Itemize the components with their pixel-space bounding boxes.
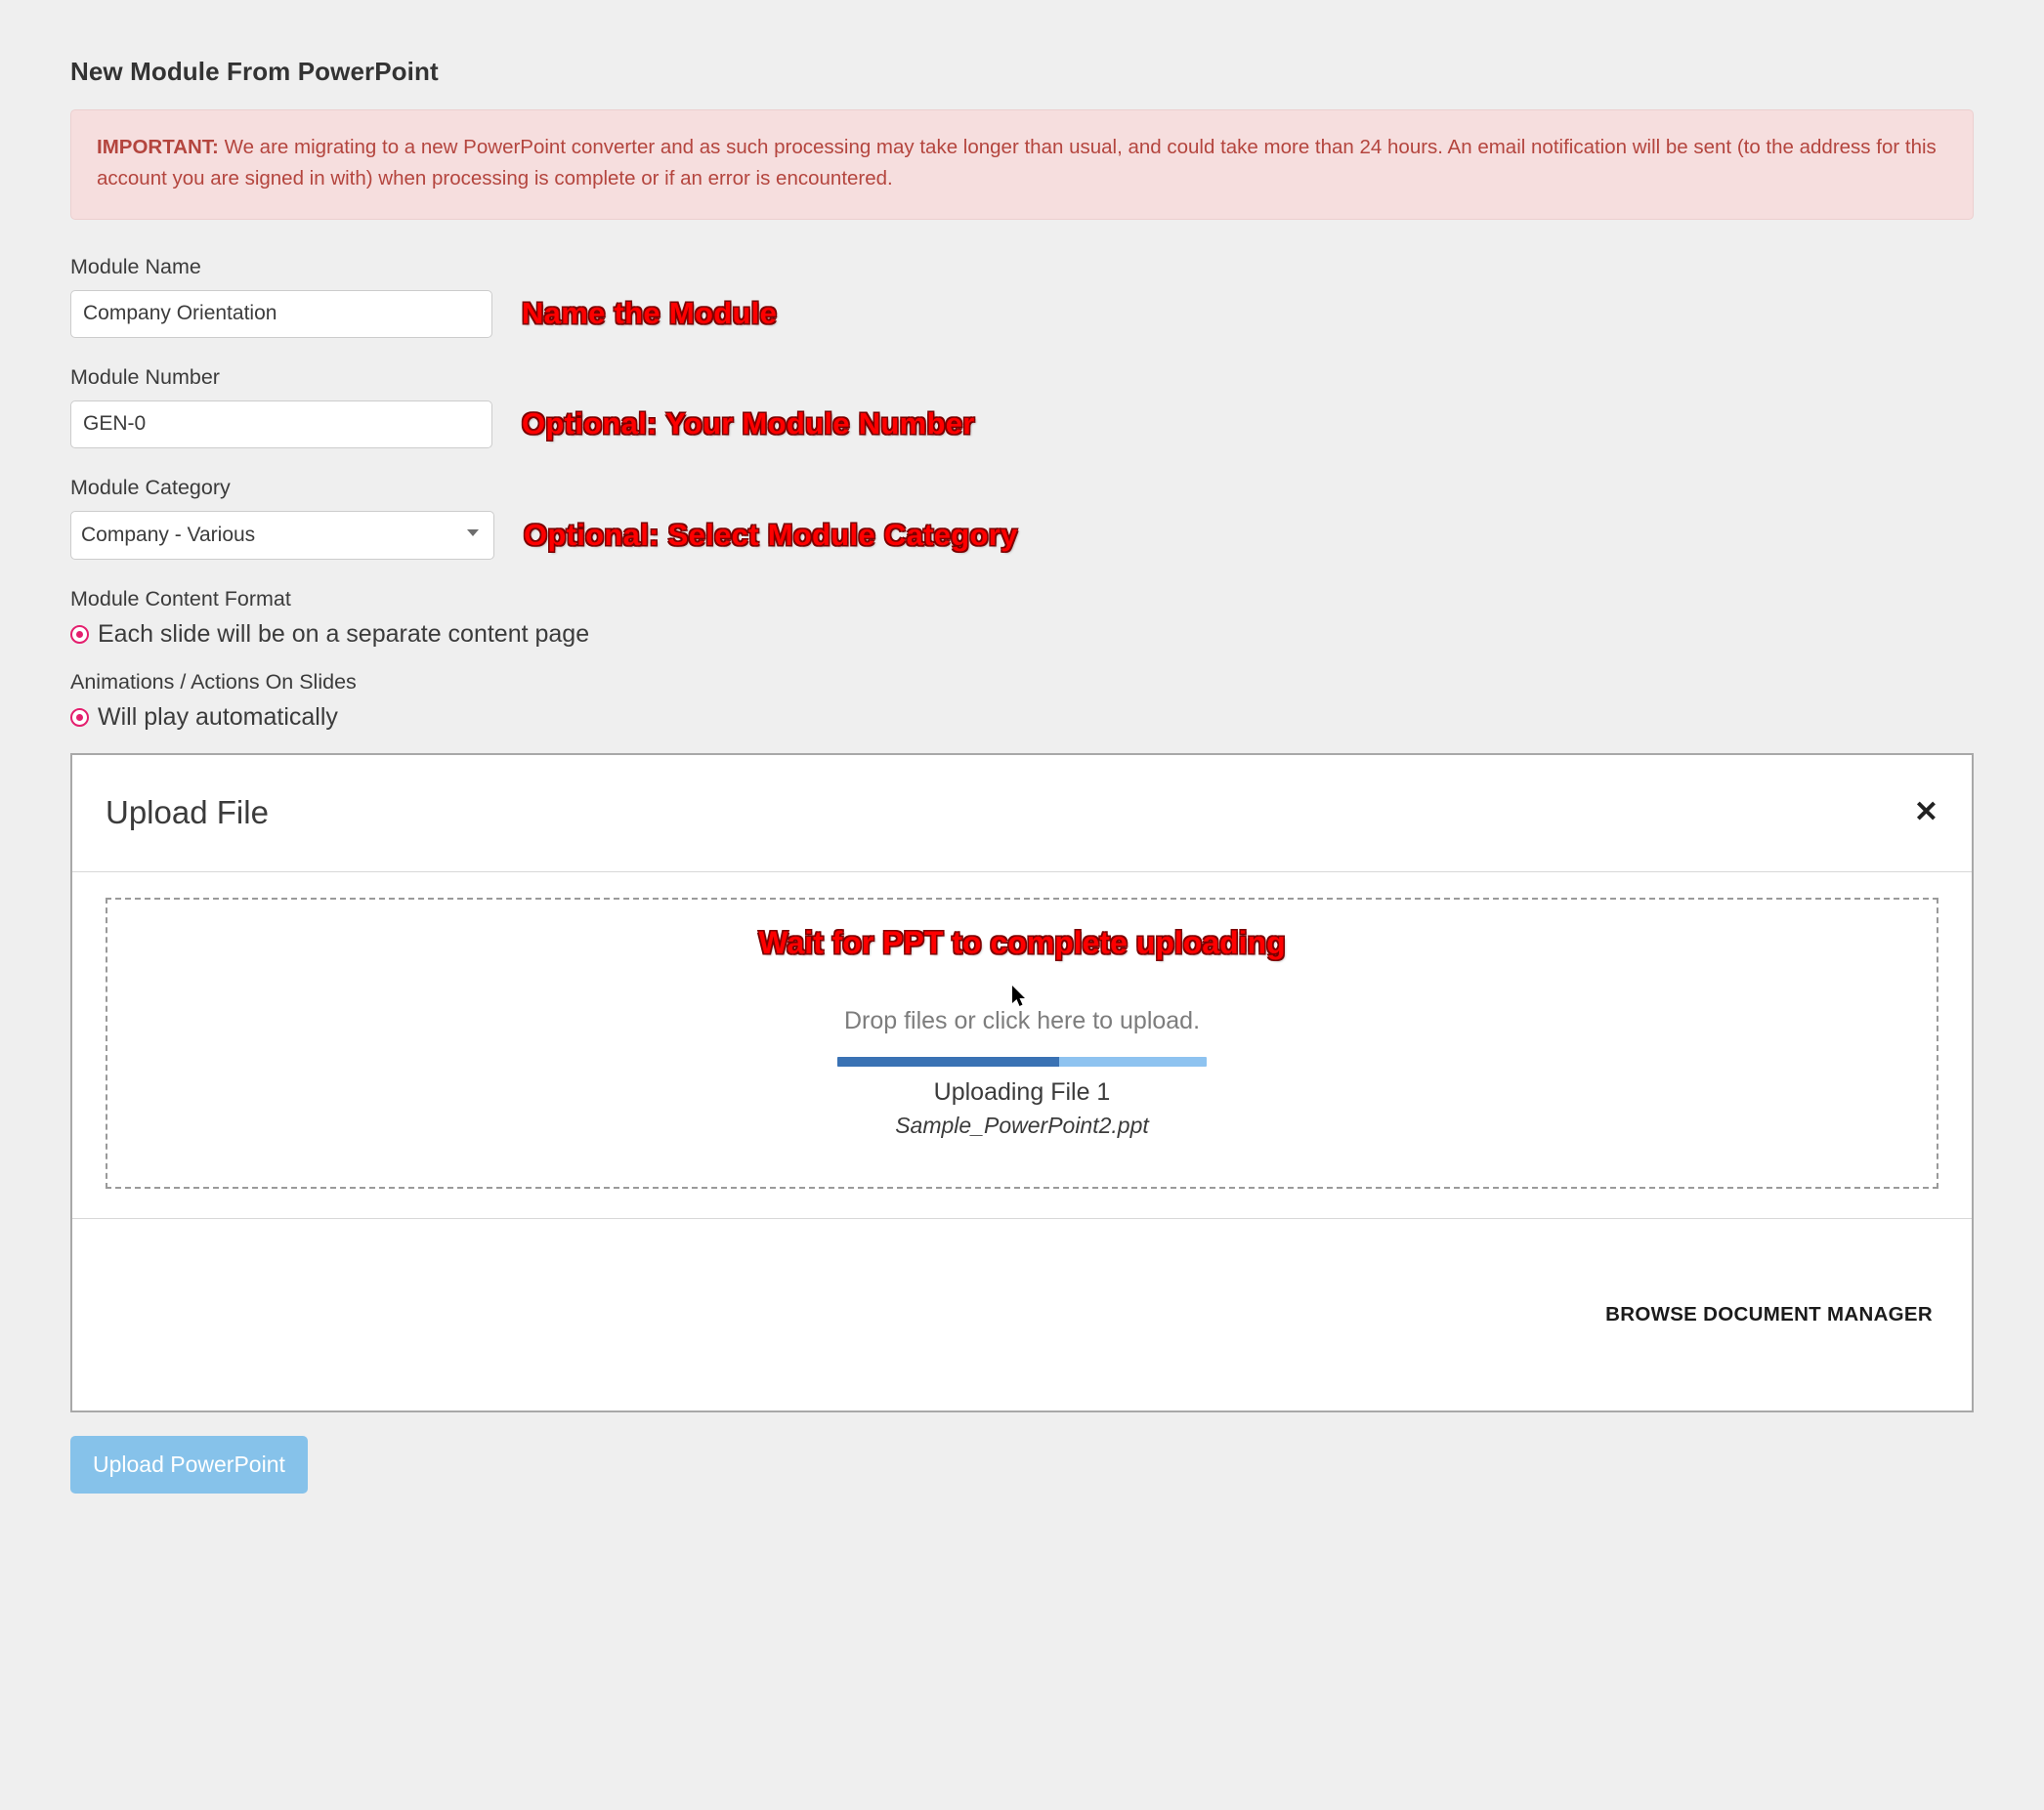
- module-name-annotation: Name the Module: [522, 296, 778, 331]
- module-name-label: Module Name: [70, 254, 201, 278]
- important-alert: [70, 109, 1974, 220]
- upload-progress-fill: [837, 1057, 1059, 1067]
- upload-powerpoint-button[interactable]: Upload PowerPoint: [70, 1436, 308, 1494]
- browse-document-manager-button[interactable]: BROWSE DOCUMENT MANAGER: [1605, 1302, 1933, 1326]
- module-category-select-wrap: [70, 511, 494, 560]
- page-title: New Module From PowerPoint: [70, 57, 439, 86]
- file-dropzone[interactable]: [106, 898, 1938, 1189]
- module-number-annotation: Optional: Your Module Number: [522, 406, 975, 442]
- close-icon[interactable]: ✕: [1913, 796, 1938, 829]
- animations-radio-row[interactable]: [70, 703, 1974, 732]
- radio-selected-icon[interactable]: [70, 708, 89, 727]
- upload-file-modal: [70, 753, 1974, 1412]
- module-number-row: [70, 400, 1974, 448]
- alert-label: IMPORTANT:: [97, 136, 219, 158]
- module-name-row: [70, 290, 1974, 338]
- upload-modal-header: [72, 755, 1972, 872]
- animations-label: Animations / Actions On Slides: [70, 669, 357, 694]
- content-format-label: Module Content Format: [70, 586, 291, 610]
- mouse-cursor-icon: [1012, 986, 1030, 1009]
- upload-modal-title: Upload File: [106, 794, 269, 831]
- module-category-row: [70, 511, 1974, 560]
- dropzone-hint: Drop files or click here to upload.: [843, 1006, 1201, 1034]
- content-format-radio-row[interactable]: [70, 620, 1974, 649]
- uploading-status-label: Uploading File 1: [933, 1077, 1111, 1106]
- animations-option-label: Will play automatically: [98, 702, 338, 731]
- module-category-select[interactable]: [70, 511, 494, 560]
- module-name-input[interactable]: [70, 290, 492, 338]
- dropzone-annotation: Wait for PPT to complete uploading: [758, 924, 1286, 960]
- upload-progress-bar: [837, 1057, 1207, 1067]
- content-format-option-label: Each slide will be on a separate content page: [98, 619, 590, 648]
- module-number-label: Module Number: [70, 364, 220, 389]
- upload-modal-body: [72, 872, 1972, 1219]
- page-content: [70, 57, 1974, 1494]
- module-category-annotation: Optional: Select Module Category: [524, 517, 1018, 552]
- module-number-field-group: [70, 365, 1974, 448]
- upload-modal-footer: [72, 1219, 1972, 1410]
- module-category-field-group: [70, 476, 1974, 560]
- uploading-file-name: Sample_PowerPoint2.ppt: [895, 1112, 1149, 1138]
- module-number-input[interactable]: [70, 400, 492, 448]
- radio-selected-icon[interactable]: [70, 625, 89, 644]
- module-name-field-group: [70, 255, 1974, 338]
- alert-text: We are migrating to a new PowerPoint converter and as such processing may take longer than usual, and could take more than 24 hours. An email notification will be sent (to the address for this account you are signed in with) when processing is complete or if an error is encountered.: [97, 136, 1937, 190]
- module-category-label: Module Category: [70, 475, 231, 499]
